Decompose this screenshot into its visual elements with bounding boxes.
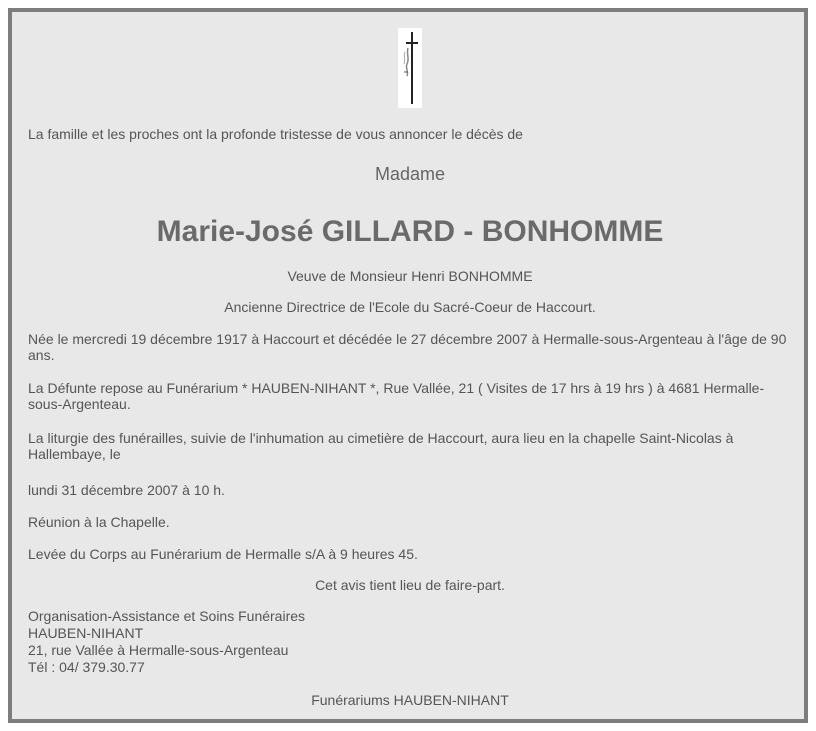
- former-role-text: Ancienne Directrice de l'Ecole du Sacré-Coeur de Haccourt.: [224, 299, 596, 315]
- intro-text: La famille et les proches ont la profonde tristesse de vous annoncer le décès de: [28, 126, 523, 142]
- resting-place-text: La Défunte repose au Funérarium * HAUBEN-NIHANT *, Rue Vallée, 21 ( Visites de 17 hrs à 19 hrs ) à 4681 Hermalle-sous-Argenteau.: [28, 380, 765, 412]
- organization-phone: Tél : 04/ 379.30.77: [28, 659, 145, 675]
- organization-line: Organisation-Assistance et Soins Funéraires: [28, 608, 306, 624]
- cross-icon: [398, 28, 422, 108]
- widow-of-text: Veuve de Monsieur Henri BONHOMME: [287, 268, 533, 284]
- organization-line: HAUBEN-NIHANT: [28, 625, 144, 641]
- deceased-name: Marie-José GILLARD - BONHOMME: [156, 215, 664, 248]
- levee-text: Levée du Corps au Funérarium de Hermalle s/A à 9 heures 45.: [28, 546, 418, 562]
- organization-block: [28, 608, 792, 676]
- ceremony-date: lundi 31 décembre 2007 à 10 h.: [28, 482, 225, 498]
- notice-text: Cet avis tient lieu de faire-part.: [315, 577, 505, 593]
- cross-emblem: [398, 28, 422, 108]
- birth-death-text: Née le mercredi 19 décembre 1917 à Haccourt et décédée le 27 décembre 2007 à Hermalle-sous-Argenteau à l'âge de 90 ans.: [28, 331, 787, 363]
- liturgy-text: La liturgie des funérailles, suivie de l'inhumation au cimetière de Haccourt, aura lieu en la chapelle Saint-Nicolas à Hallembaye, le: [28, 430, 734, 462]
- organization-line: 21, rue Vallée à Hermalle-sous-Argenteau: [28, 642, 289, 658]
- obituary-card: [8, 8, 808, 723]
- meeting-text: Réunion à la Chapelle.: [28, 514, 170, 530]
- footer-text: Funérariums HAUBEN-NIHANT: [311, 692, 509, 708]
- honorific-title: Madame: [374, 164, 446, 184]
